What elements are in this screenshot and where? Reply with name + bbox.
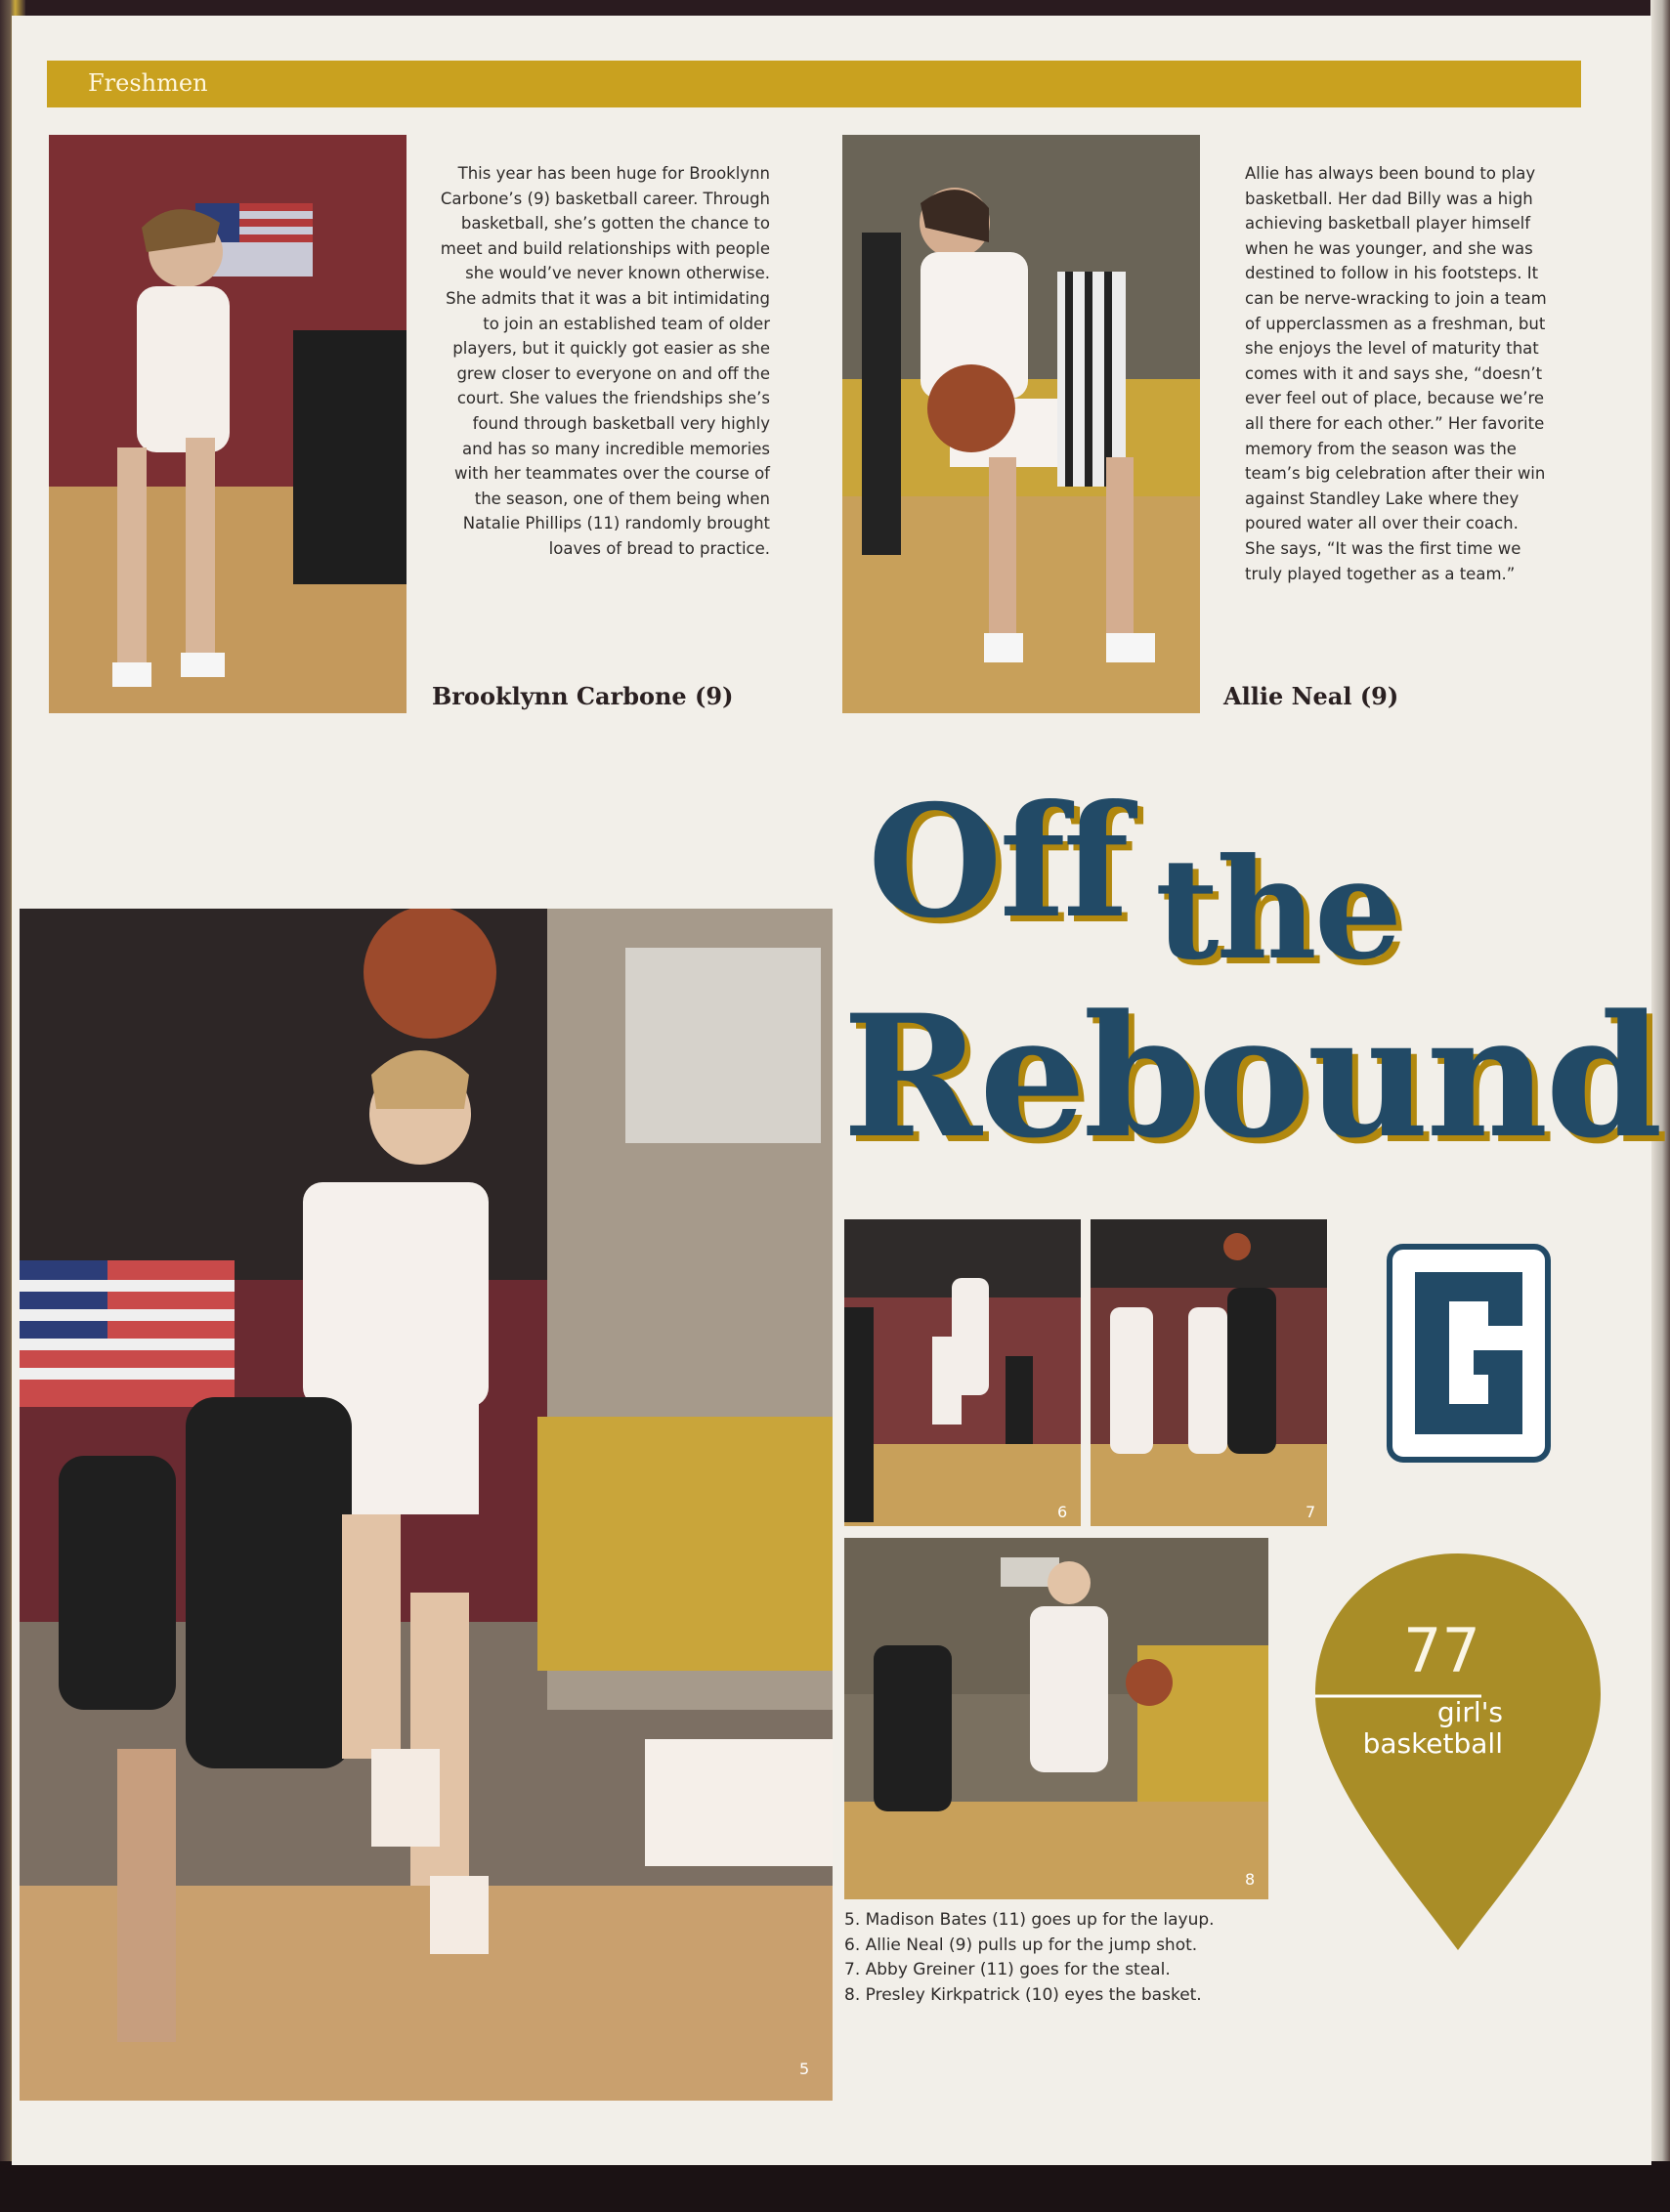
- bottom-shadow: [0, 2161, 1670, 2212]
- letter-g-badge: [1386, 1243, 1552, 1464]
- photo-number-6: 6: [1057, 1503, 1068, 1521]
- profile-text-allie: Allie has always been bound to play basketball. Her dad Billy was a high achieving basketball player himself when he was younger, and she was destined to follow in his footsteps. It can be nerve-wracking to join a team of upperclassmen as a freshman, but she enjoys the level of maturity that comes with it and says she, “doesn’t ever feel out of place, because we’re all there for each other.” Her favorite memory from the season was the team’s big celebration after their win against Standley Lake where they poured water all over their coach. She says, “It was the first time we truly played together as a team.”: [1245, 164, 1547, 583]
- photo-8-eyes-basket: [844, 1538, 1268, 1899]
- page-marker-label-1: girl's: [1436, 1696, 1503, 1728]
- profile-name-allie: Allie Neal (9): [1223, 682, 1399, 710]
- photo-brooklynn-carbone: [49, 135, 407, 713]
- photo-allie-neal: [842, 135, 1200, 713]
- photo-number-8: 8: [1245, 1870, 1256, 1889]
- page-number: 77: [1403, 1615, 1480, 1686]
- page-marker-label-2: basketball: [1362, 1727, 1503, 1760]
- caption-7: 7. Abby Greiner (11) goes for the steal.: [844, 1960, 1171, 1980]
- caption-8: 8. Presley Kirkpatrick (10) eyes the basket.: [844, 1984, 1202, 2005]
- headline-word-rebound: Rebound: [842, 977, 1660, 1175]
- profile-text-brooklynn: This year has been huge for Brooklynn Carbone’s (9) basketball career. Through basketball, she’s gotten the chance to meet and build relationships with people she would’ve never known otherwise. She admits that it was a bit intimidating to join an established team of older players, but it quickly got easier as she grew closer to everyone on and off the court. She values the friendships she’s found through basketball very highly and has so many incredible memories with her teammates over the course of the season, one of them being when Natalie Phillips (11) randomly brought loaves of bread to practice.: [440, 164, 770, 558]
- headline-word-the: the: [1155, 829, 1400, 991]
- caption-5: 5. Madison Bates (11) goes up for the layup.: [844, 1910, 1215, 1930]
- photo-5-layup: [20, 909, 833, 2101]
- headline-word-off: Off: [868, 772, 1127, 953]
- photo-number-5: 5: [799, 2060, 810, 2078]
- profile-name-brooklynn: Brooklynn Carbone (9): [432, 682, 734, 710]
- section-band: [47, 61, 1581, 107]
- caption-6: 6. Allie Neal (9) pulls up for the jump shot.: [844, 1935, 1198, 1955]
- photo-6-jump-shot: [844, 1219, 1081, 1526]
- photo-number-7: 7: [1306, 1503, 1316, 1521]
- photo-captions: [844, 1908, 1215, 2008]
- photo-7-steal: [1091, 1219, 1327, 1526]
- section-label: Freshmen: [88, 69, 208, 97]
